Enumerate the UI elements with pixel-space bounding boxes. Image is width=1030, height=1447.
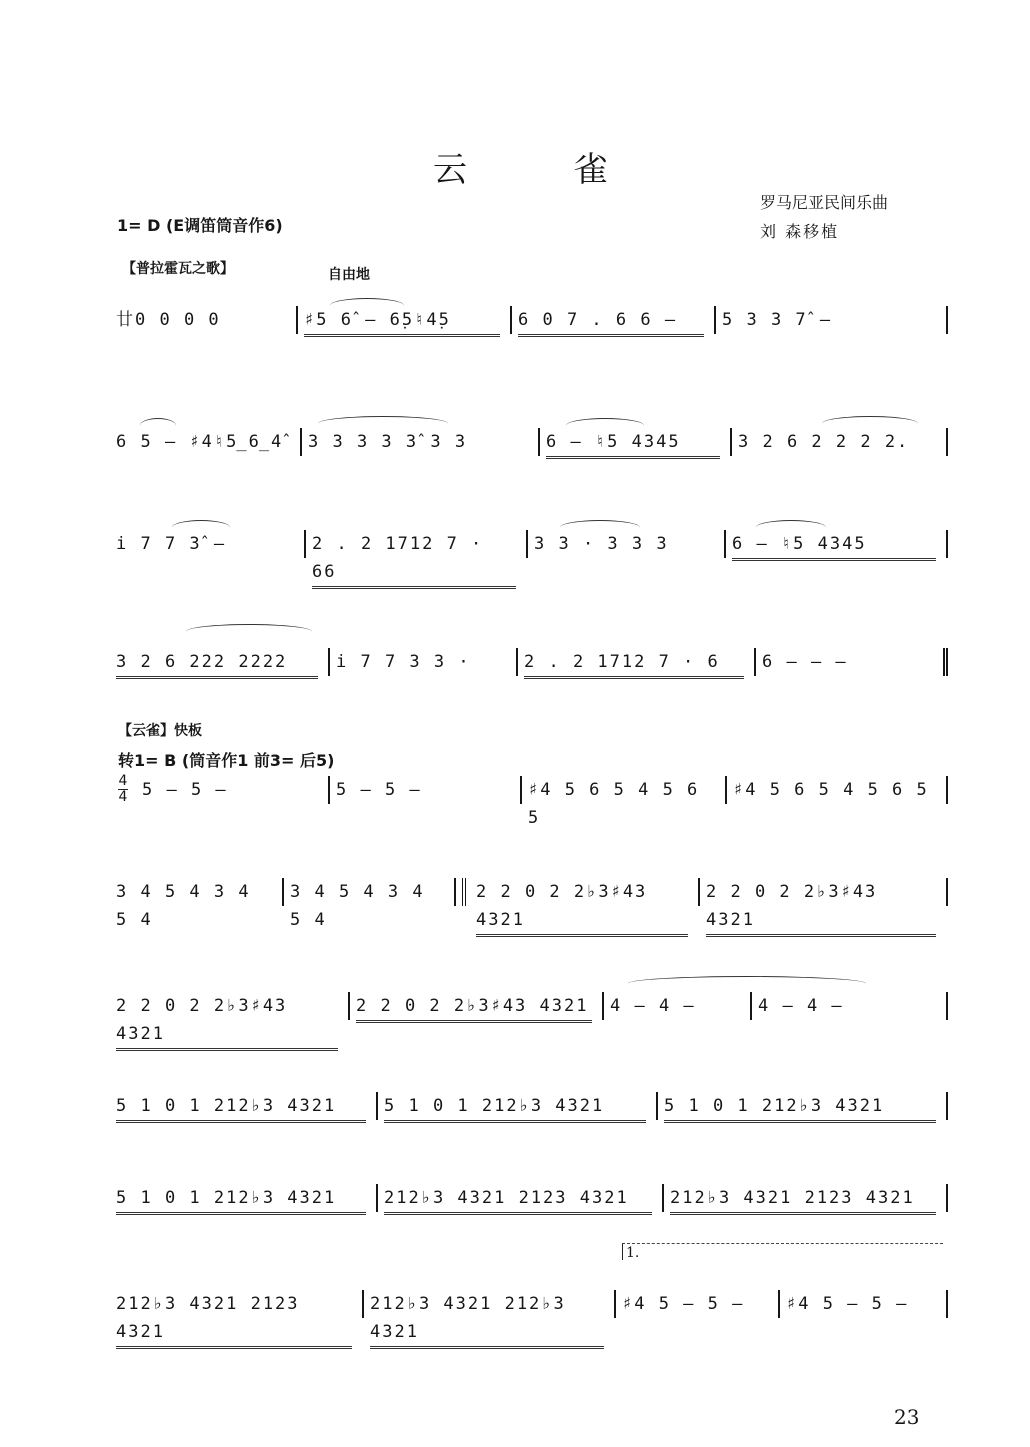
- measure: [518, 306, 716, 334]
- measure: [370, 1290, 616, 1342]
- measure: [462, 878, 700, 930]
- measure: [664, 1092, 948, 1120]
- measure: [524, 648, 756, 676]
- measure-notes: 6 0 7 . 6 6 –: [518, 306, 704, 337]
- measure-notes: 廿0 0 0 0: [116, 310, 221, 330]
- measure-notes: 6 – ♮5 4345: [546, 428, 720, 459]
- measure: [622, 1290, 780, 1318]
- measure: [116, 992, 350, 1044]
- measure-notes: 5 1 0 1 212♭3 4321: [384, 1092, 646, 1123]
- measure-notes: 2 2 0 2 2♭3♯43 4321: [476, 878, 688, 937]
- measure: [384, 1184, 664, 1212]
- measure-notes: 5 3 3 7̂ –: [722, 310, 833, 330]
- measure-notes: 3 2 6 222 2222: [116, 648, 318, 679]
- measure: [733, 776, 948, 804]
- measure-notes: 212♭3 4321 212♭3 4321: [370, 1290, 604, 1349]
- measure: [116, 428, 302, 456]
- measure-notes: 212♭3 4321 2123 4321: [670, 1184, 936, 1215]
- tempo-marking-1: 自由地: [328, 267, 370, 283]
- measure-notes: 3 2 6 2 2 2 2.: [738, 432, 910, 452]
- measure-notes: 212♭3 4321 2123 4321: [384, 1184, 652, 1215]
- composer-credit: 罗马尼亚民间乐曲: [760, 193, 889, 212]
- measure-notes: 2 . 2 1712 7 · 66: [312, 530, 516, 589]
- measure: [356, 992, 604, 1020]
- measure: [116, 306, 298, 334]
- measure: [706, 878, 948, 930]
- measure: [116, 1092, 378, 1120]
- measure: [738, 428, 948, 456]
- measure: [116, 1290, 364, 1342]
- measure-notes: 3 3 · 3 3 3: [534, 534, 669, 554]
- arranger-credit: 刘 森移植: [760, 222, 840, 241]
- measure: [758, 992, 948, 1020]
- measure-notes: 2 2 0 2 2♭3♯43 4321: [356, 992, 592, 1023]
- measure-notes: 4 – 4 –: [758, 996, 844, 1016]
- measure-notes: 212♭3 4321 2123 4321: [116, 1290, 352, 1349]
- measure-notes: 2 2 0 2 2♭3♯43 4321: [706, 878, 936, 937]
- measure: [116, 648, 330, 676]
- measure: [546, 428, 732, 456]
- measure-notes: 3 4 5 4 3 4 5 4: [290, 882, 425, 930]
- measure-notes: 3 4 5 4 3 4 5 4: [116, 882, 251, 930]
- measure-notes: 6 5 – ♯4♮5̲6̲4̂: [116, 432, 284, 452]
- measure: [610, 992, 752, 1020]
- measure-notes: 2 . 2 1712 7 · 6: [524, 648, 744, 679]
- volta-bracket: [622, 1243, 943, 1260]
- page-number: 23: [894, 1405, 920, 1429]
- measure: [384, 1092, 658, 1120]
- measure: [732, 530, 948, 558]
- measure-notes: 5 – 5 –: [142, 780, 228, 800]
- section-heading-2: 【云雀】快板: [118, 723, 202, 739]
- measure-notes: 5 1 0 1 212♭3 4321: [116, 1092, 366, 1123]
- measure: [308, 428, 540, 456]
- measure: [336, 776, 522, 804]
- key-signature-1: 1= D (E调笛筒音作6): [117, 216, 283, 235]
- measure: [722, 306, 948, 334]
- page-title: 云 雀: [433, 150, 656, 190]
- time-signature-top: 4: [118, 773, 128, 789]
- measure-notes: ♯4 5 6 5 4 5 6 5: [733, 780, 929, 800]
- measure: [786, 1290, 948, 1318]
- slur-mark: [186, 624, 312, 639]
- measure: [670, 1184, 948, 1212]
- measure: [142, 776, 330, 804]
- volta-label: 1.: [626, 1245, 640, 1261]
- measure-notes: 6 – – –: [762, 652, 848, 672]
- measure-notes: 6 – ♮5 4345: [732, 530, 936, 561]
- measure: [116, 530, 306, 558]
- measure-notes: 5 – 5 –: [336, 780, 422, 800]
- measure: [534, 530, 726, 558]
- measure-notes: i 7 7 3 3 ·: [336, 652, 471, 672]
- measure-notes: ♯4 5 – 5 –: [622, 1294, 745, 1314]
- measure-notes: i 7 7 3̂ –: [116, 534, 227, 554]
- measure-notes: 5 1 0 1 212♭3 4321: [664, 1092, 936, 1123]
- measure-notes: 4 – 4 –: [610, 996, 696, 1016]
- measure: [762, 648, 948, 676]
- slur-mark: [628, 976, 866, 991]
- measure-notes: 5 1 0 1 212♭3 4321: [116, 1184, 366, 1215]
- section-heading-1: 【普拉霍瓦之歌】: [122, 261, 234, 277]
- measure: [312, 530, 528, 582]
- measure: [290, 878, 456, 930]
- key-signature-2: 转1= B (筒音作1 前3= 后5): [118, 751, 335, 770]
- measure: [336, 648, 518, 676]
- measure-notes: 2 2 0 2 2♭3♯43 4321: [116, 992, 338, 1051]
- measure: [304, 306, 512, 334]
- measure: [528, 776, 727, 828]
- time-signature: [118, 774, 128, 805]
- measure: [116, 1184, 378, 1212]
- measure-notes: 3 3 3 3 3̂ 3 3: [308, 432, 468, 452]
- time-signature-bottom: 4: [118, 789, 128, 805]
- measure-notes: ♯5 6̂ – 6̣5♮4̣5: [304, 306, 500, 337]
- measure-notes: ♯4 5 – 5 –: [786, 1294, 909, 1314]
- measure-notes: ♯4 5 6 5 4 5 6 5: [528, 780, 700, 828]
- measure: [116, 878, 284, 930]
